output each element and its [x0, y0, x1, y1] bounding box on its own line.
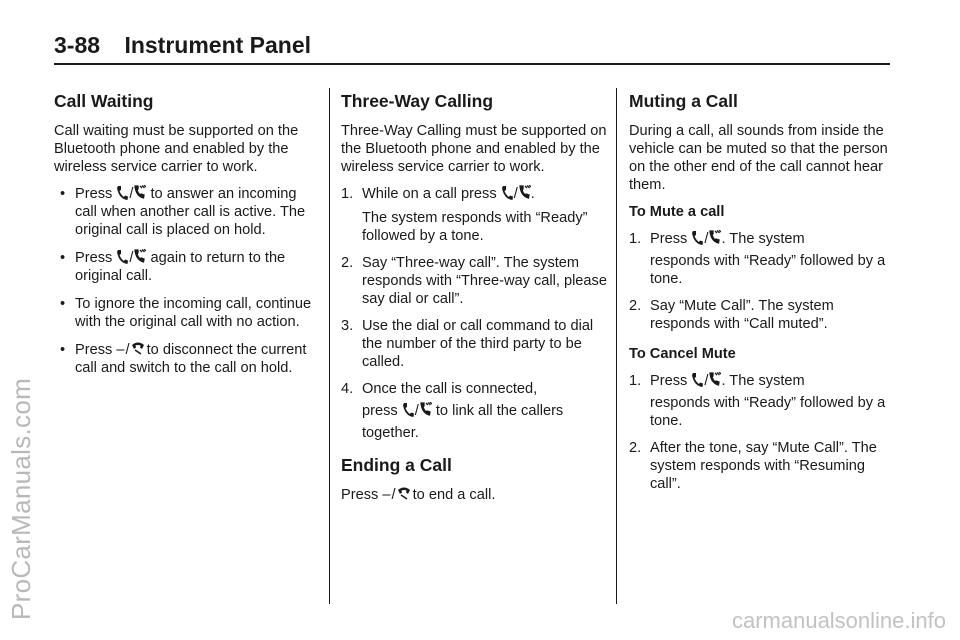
phone-icon	[691, 230, 703, 246]
call-waiting-intro: Call waiting must be supported on the Bluetooth phone and enabled by the wireless service carrier to work.	[54, 123, 299, 175]
heading-ending-a-call: Ending a Call	[341, 455, 452, 475]
heading-call-waiting: Call Waiting	[54, 91, 154, 111]
list-item: 1. Press / . The system responds with “Ready” followed by a tone.	[629, 373, 886, 429]
list-item: • Press / again to return to the original call.	[54, 249, 322, 285]
call-waiting-list	[54, 185, 322, 377]
phone-icon	[402, 402, 414, 418]
hang-up-icon	[131, 341, 143, 357]
three-way-steps	[341, 185, 607, 442]
voice-icon	[134, 185, 146, 201]
list-item: • Press –/ to disconnect the current call and switch to the call on hold.	[54, 341, 322, 377]
list-item: 2. Say “Mute Call”. The system responds with “Call muted”.	[629, 298, 834, 332]
muting-intro: During a call, all sounds from inside the vehicle can be muted so that the person on the other end of the call cannot hear them.	[629, 123, 888, 193]
list-item: 4. Once the call is connected, press / to link all the callers together.	[341, 381, 564, 441]
list-item: • Press / to answer an incoming call when another call is active. The original call is placed on hold.	[54, 185, 322, 239]
voice-icon	[134, 249, 146, 265]
mute-steps	[629, 230, 895, 333]
subheading-to-cancel-mute: To Cancel Mute	[629, 346, 736, 362]
heading-three-way-calling: Three-Way Calling	[341, 91, 494, 111]
hang-up-icon	[397, 486, 409, 502]
voice-icon	[709, 372, 721, 388]
phone-icon	[501, 185, 513, 201]
voice-icon	[709, 230, 721, 246]
phone-icon	[116, 249, 128, 265]
list-item: 1. Press / . The system responds with “Ready” followed by a tone.	[629, 231, 886, 287]
ending-call-text: Press –/ to end a call.	[341, 487, 496, 503]
watermark-carmanualsonline: carmanualsonline.info	[731, 608, 946, 633]
list-item: 2. Say “Three-way call”. The system responds with “Three-way call, please say dial or call”.	[341, 255, 607, 307]
voice-icon	[519, 185, 531, 201]
list-item: 2. After the tone, say “Mute Call”. The system responds with “Resuming call”.	[629, 440, 877, 492]
column-divider	[329, 88, 330, 604]
column-muting-a-call	[629, 90, 895, 502]
page-number: 3-88	[54, 32, 101, 58]
section-title: Instrument Panel	[124, 32, 312, 58]
list-item: 3. Use the dial or call command to dial the number of the third party to be called.	[341, 318, 594, 370]
column-divider	[616, 88, 617, 604]
minus-sign: –	[116, 342, 125, 358]
watermark-procarmanuals: ProCarManuals.com	[6, 377, 36, 620]
column-call-waiting	[54, 90, 322, 387]
phone-icon	[116, 185, 128, 201]
phone-icon	[691, 372, 703, 388]
cancel-mute-steps	[629, 372, 895, 493]
voice-icon	[420, 402, 432, 418]
page-header	[54, 30, 890, 65]
minus-sign: –	[382, 487, 391, 503]
heading-muting-a-call: Muting a Call	[629, 91, 738, 111]
column-three-way-calling	[341, 90, 607, 513]
subheading-to-mute: To Mute a call	[629, 204, 725, 220]
list-item: • To ignore the incoming call, continue with the original call with no action.	[54, 295, 322, 331]
list-item: 1. While on a call press / . The system responds with “Ready” followed by a tone.	[341, 186, 588, 244]
three-way-intro: Three-Way Calling must be supported on the Bluetooth phone and enabled by the wireless service carrier to work.	[341, 123, 607, 175]
